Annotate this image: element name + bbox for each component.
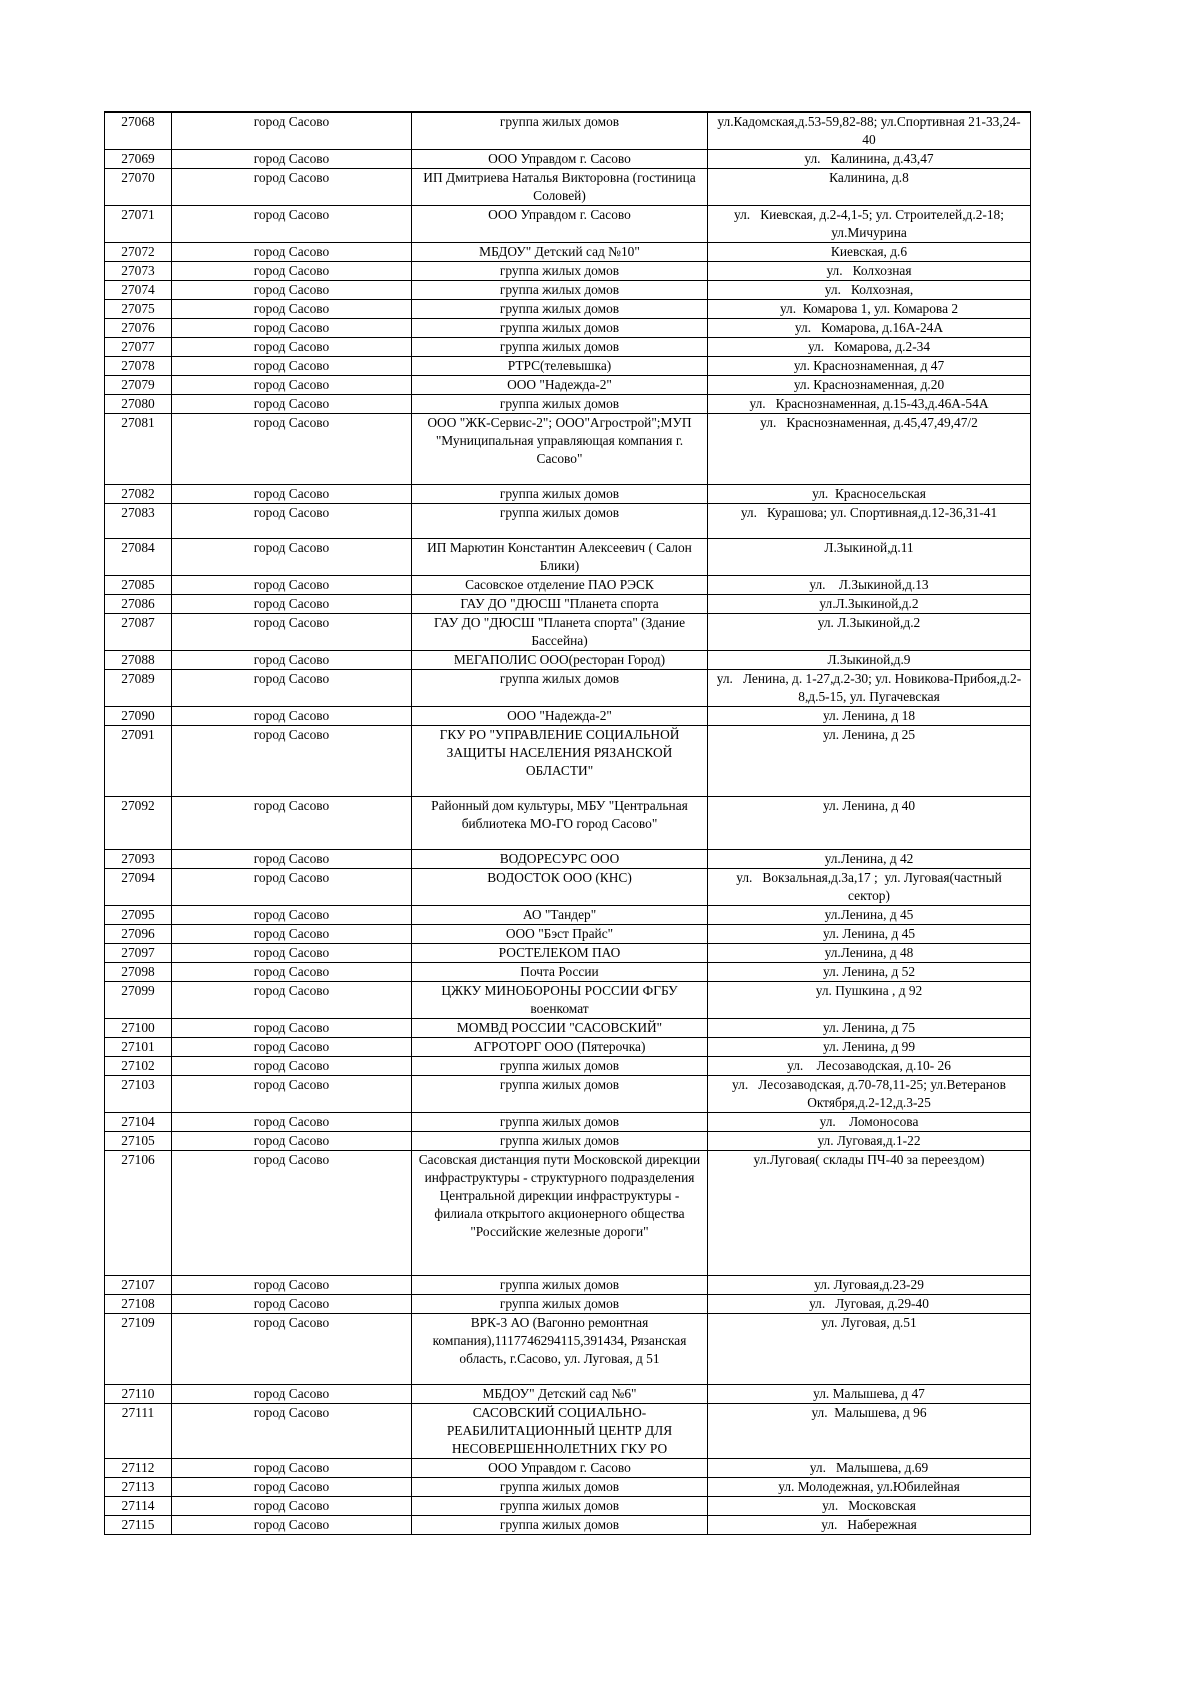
organization-cell: группа жилых домов xyxy=(412,1076,708,1113)
organization-cell: ООО "Надежда-2" xyxy=(412,376,708,395)
organization-cell: Сасовская дистанция пути Московской дирекции инфраструктуры - структурного подразделения Центральной дирекции инфраструктуры - филиала открытого акционерного общества "Российские железные дороги" xyxy=(412,1151,708,1276)
city-cell: город Сасово xyxy=(172,614,412,651)
address-cell: ул. Калинина, д.43,47 xyxy=(708,150,1031,169)
city-cell: город Сасово xyxy=(172,726,412,797)
organization-cell: группа жилых домов xyxy=(412,281,708,300)
code-cell: 27082 xyxy=(105,485,172,504)
table-row xyxy=(105,357,1031,376)
table-row xyxy=(105,338,1031,357)
organization-cell: ВОДОРЕСУРС ООО xyxy=(412,850,708,869)
code-cell: 27093 xyxy=(105,850,172,869)
address-cell: ул. Луговая, д.29-40 xyxy=(708,1295,1031,1314)
city-cell: город Сасово xyxy=(172,243,412,262)
city-cell: город Сасово xyxy=(172,169,412,206)
address-cell: ул. Ленина, д 45 xyxy=(708,925,1031,944)
city-cell: город Сасово xyxy=(172,1295,412,1314)
table-row xyxy=(105,1478,1031,1497)
address-cell: ул.Ленина, д 45 xyxy=(708,906,1031,925)
table-row xyxy=(105,262,1031,281)
organization-cell: группа жилых домов xyxy=(412,338,708,357)
organization-cell: ЦЖКУ МИНОБОРОНЫ РОССИИ ФГБУ военкомат xyxy=(412,982,708,1019)
table-row xyxy=(105,243,1031,262)
city-cell: город Сасово xyxy=(172,576,412,595)
table-row xyxy=(105,576,1031,595)
code-cell: 27090 xyxy=(105,707,172,726)
code-cell: 27095 xyxy=(105,906,172,925)
city-cell: город Сасово xyxy=(172,112,412,150)
address-cell: ул. Колхозная xyxy=(708,262,1031,281)
code-cell: 27100 xyxy=(105,1019,172,1038)
code-cell: 27097 xyxy=(105,944,172,963)
address-cell: ул. Луговая,д.23-29 xyxy=(708,1276,1031,1295)
table-row xyxy=(105,1314,1031,1385)
code-cell: 27084 xyxy=(105,539,172,576)
address-cell: ул.Кадомская,д.53-59,82-88; ул.Спортивная 21-33,24-40 xyxy=(708,112,1031,150)
address-cell: ул. Молодежная, ул.Юбилейная xyxy=(708,1478,1031,1497)
code-cell: 27081 xyxy=(105,414,172,485)
table-row xyxy=(105,1459,1031,1478)
organization-cell: ООО "Бэст Прайс" xyxy=(412,925,708,944)
organization-cell: Районный дом культуры, МБУ "Центральная библиотека МО-ГО город Сасово" xyxy=(412,797,708,850)
organization-cell: ООО Управдом г. Сасово xyxy=(412,206,708,243)
table-row xyxy=(105,944,1031,963)
address-cell: ул. Малышева, д 96 xyxy=(708,1404,1031,1459)
table-row xyxy=(105,206,1031,243)
table-row xyxy=(105,281,1031,300)
code-cell: 27070 xyxy=(105,169,172,206)
address-cell: ул. Лесозаводская, д.70-78,11-25; ул.Ветеранов Октября,д.2-12,д.3-25 xyxy=(708,1076,1031,1113)
table-row xyxy=(105,906,1031,925)
city-cell: город Сасово xyxy=(172,504,412,539)
code-cell: 27087 xyxy=(105,614,172,651)
city-cell: город Сасово xyxy=(172,1151,412,1276)
address-table xyxy=(104,111,1031,1535)
city-cell: город Сасово xyxy=(172,1276,412,1295)
organization-cell: МБДОУ" Детский сад №6" xyxy=(412,1385,708,1404)
table-row xyxy=(105,797,1031,850)
code-cell: 27103 xyxy=(105,1076,172,1113)
organization-cell: группа жилых домов xyxy=(412,319,708,338)
address-cell: ул.Луговая( склады ПЧ-40 за переездом) xyxy=(708,1151,1031,1276)
organization-cell: ГАУ ДО "ДЮСШ "Планета спорта" (Здание Бассейна) xyxy=(412,614,708,651)
organization-cell: САСОВСКИЙ СОЦИАЛЬНО-РЕАБИЛИТАЦИОННЫЙ ЦЕНТР ДЛЯ НЕСОВЕРШЕННОЛЕТНИХ ГКУ РО xyxy=(412,1404,708,1459)
code-cell: 27079 xyxy=(105,376,172,395)
address-cell: ул. Красносельская xyxy=(708,485,1031,504)
address-cell: ул. Московская xyxy=(708,1497,1031,1516)
code-cell: 27114 xyxy=(105,1497,172,1516)
organization-cell: группа жилых домов xyxy=(412,1132,708,1151)
address-cell: ул. Ленина, д 18 xyxy=(708,707,1031,726)
code-cell: 27073 xyxy=(105,262,172,281)
code-cell: 27069 xyxy=(105,150,172,169)
table-row xyxy=(105,1516,1031,1535)
city-cell: город Сасово xyxy=(172,281,412,300)
organization-cell: МОМВД РОССИИ "САСОВСКИЙ" xyxy=(412,1019,708,1038)
address-cell: ул. Курашова; ул. Спортивная,д.12-36,31-41 xyxy=(708,504,1031,539)
table-row xyxy=(105,485,1031,504)
address-cell: ул. Краснознаменная, д.45,47,49,47/2 xyxy=(708,414,1031,485)
address-cell: ул. Ломоносова xyxy=(708,1113,1031,1132)
table-row xyxy=(105,850,1031,869)
code-cell: 27092 xyxy=(105,797,172,850)
city-cell: город Сасово xyxy=(172,1076,412,1113)
city-cell: город Сасово xyxy=(172,1497,412,1516)
organization-cell: ООО Управдом г. Сасово xyxy=(412,1459,708,1478)
organization-cell: группа жилых домов xyxy=(412,262,708,281)
code-cell: 27071 xyxy=(105,206,172,243)
address-cell: ул. Луговая, д.51 xyxy=(708,1314,1031,1385)
table-row xyxy=(105,395,1031,414)
organization-cell: ООО Управдом г. Сасово xyxy=(412,150,708,169)
table-row xyxy=(105,1497,1031,1516)
city-cell: город Сасово xyxy=(172,206,412,243)
code-cell: 27096 xyxy=(105,925,172,944)
address-cell: ул. Малышева, д.69 xyxy=(708,1459,1031,1478)
code-cell: 27113 xyxy=(105,1478,172,1497)
table-row xyxy=(105,539,1031,576)
organization-cell: ИП Марютин Константин Алексеевич ( Салон Блики) xyxy=(412,539,708,576)
address-cell: ул. Набережная xyxy=(708,1516,1031,1535)
city-cell: город Сасово xyxy=(172,1404,412,1459)
code-cell: 27072 xyxy=(105,243,172,262)
code-cell: 27080 xyxy=(105,395,172,414)
city-cell: город Сасово xyxy=(172,357,412,376)
organization-cell: ООО "Надежда-2" xyxy=(412,707,708,726)
table-row xyxy=(105,1385,1031,1404)
city-cell: город Сасово xyxy=(172,707,412,726)
code-cell: 27111 xyxy=(105,1404,172,1459)
code-cell: 27075 xyxy=(105,300,172,319)
address-cell: ул. Л.Зыкиной,д.13 xyxy=(708,576,1031,595)
organization-cell: ГКУ РО "УПРАВЛЕНИЕ СОЦИАЛЬНОЙ ЗАЩИТЫ НАСЕЛЕНИЯ РЯЗАНСКОЙ ОБЛАСТИ" xyxy=(412,726,708,797)
table-row xyxy=(105,1276,1031,1295)
table-row xyxy=(105,670,1031,707)
address-cell: ул. Краснознаменная, д.15-43,д.46А-54А xyxy=(708,395,1031,414)
table-row xyxy=(105,1076,1031,1113)
code-cell: 27094 xyxy=(105,869,172,906)
code-cell: 27089 xyxy=(105,670,172,707)
organization-cell: группа жилых домов xyxy=(412,395,708,414)
city-cell: город Сасово xyxy=(172,925,412,944)
table-row xyxy=(105,150,1031,169)
city-cell: город Сасово xyxy=(172,1385,412,1404)
address-cell: ул. Вокзальная,д.3а,17 ; ул. Луговая(частный сектор) xyxy=(708,869,1031,906)
organization-cell: РОСТЕЛЕКОМ ПАО xyxy=(412,944,708,963)
city-cell: город Сасово xyxy=(172,1038,412,1057)
code-cell: 27106 xyxy=(105,1151,172,1276)
city-cell: город Сасово xyxy=(172,376,412,395)
city-cell: город Сасово xyxy=(172,150,412,169)
organization-cell: группа жилых домов xyxy=(412,1276,708,1295)
city-cell: город Сасово xyxy=(172,963,412,982)
organization-cell: группа жилых домов xyxy=(412,1057,708,1076)
address-cell: Л.Зыкиной,д.11 xyxy=(708,539,1031,576)
table-row xyxy=(105,982,1031,1019)
table-row xyxy=(105,595,1031,614)
table-row xyxy=(105,1151,1031,1276)
city-cell: город Сасово xyxy=(172,300,412,319)
address-cell: ул. Ленина, д 40 xyxy=(708,797,1031,850)
table-row xyxy=(105,925,1031,944)
organization-cell: группа жилых домов xyxy=(412,1478,708,1497)
table-row xyxy=(105,1132,1031,1151)
organization-cell: группа жилых домов xyxy=(412,485,708,504)
organization-cell: РТРС(телевышка) xyxy=(412,357,708,376)
code-cell: 27107 xyxy=(105,1276,172,1295)
city-cell: город Сасово xyxy=(172,395,412,414)
address-cell: ул. Комарова 1, ул. Комарова 2 xyxy=(708,300,1031,319)
code-cell: 27110 xyxy=(105,1385,172,1404)
table-row xyxy=(105,1404,1031,1459)
table-row xyxy=(105,1038,1031,1057)
code-cell: 27086 xyxy=(105,595,172,614)
address-cell: ул. Ленина, д 75 xyxy=(708,1019,1031,1038)
city-cell: город Сасово xyxy=(172,1057,412,1076)
address-cell: ул. Ленина, д 99 xyxy=(708,1038,1031,1057)
city-cell: город Сасово xyxy=(172,1132,412,1151)
code-cell: 27068 xyxy=(105,112,172,150)
organization-cell: группа жилых домов xyxy=(412,670,708,707)
organization-cell: группа жилых домов xyxy=(412,1113,708,1132)
code-cell: 27102 xyxy=(105,1057,172,1076)
address-cell: ул. Малышева, д 47 xyxy=(708,1385,1031,1404)
table-row xyxy=(105,414,1031,485)
table-row xyxy=(105,300,1031,319)
table-body xyxy=(105,112,1031,1535)
organization-cell: группа жилых домов xyxy=(412,112,708,150)
city-cell: город Сасово xyxy=(172,539,412,576)
address-cell: ул. Комарова, д.16А-24А xyxy=(708,319,1031,338)
table-row xyxy=(105,726,1031,797)
code-cell: 27091 xyxy=(105,726,172,797)
code-cell: 27108 xyxy=(105,1295,172,1314)
table-row xyxy=(105,169,1031,206)
city-cell: город Сасово xyxy=(172,906,412,925)
organization-cell: АО "Тандер" xyxy=(412,906,708,925)
code-cell: 27085 xyxy=(105,576,172,595)
organization-cell: ВРК-3 АО (Вагонно ремонтная компания),1117746294115,391434, Рязанская область, г.Сасово, ул. Луговая, д 51 xyxy=(412,1314,708,1385)
organization-cell: группа жилых домов xyxy=(412,1295,708,1314)
code-cell: 27109 xyxy=(105,1314,172,1385)
organization-cell: Почта России xyxy=(412,963,708,982)
code-cell: 27074 xyxy=(105,281,172,300)
table-row xyxy=(105,376,1031,395)
organization-cell: группа жилых домов xyxy=(412,300,708,319)
city-cell: город Сасово xyxy=(172,1459,412,1478)
table-row xyxy=(105,651,1031,670)
city-cell: город Сасово xyxy=(172,944,412,963)
city-cell: город Сасово xyxy=(172,1019,412,1038)
table-row xyxy=(105,1019,1031,1038)
city-cell: город Сасово xyxy=(172,414,412,485)
organization-cell: МЕГАПОЛИС ООО(ресторан Город) xyxy=(412,651,708,670)
city-cell: город Сасово xyxy=(172,982,412,1019)
code-cell: 27104 xyxy=(105,1113,172,1132)
organization-cell: МБДОУ" Детский сад №10" xyxy=(412,243,708,262)
address-cell: ул. Ленина, д. 1-27,д.2-30; ул. Новикова-Прибоя,д.2-8,д.5-15, ул. Пугачевская xyxy=(708,670,1031,707)
city-cell: город Сасово xyxy=(172,1314,412,1385)
address-cell: ул. Краснознаменная, д.20 xyxy=(708,376,1031,395)
table-row xyxy=(105,707,1031,726)
organization-cell: АГРОТОРГ ООО (Пятерочка) xyxy=(412,1038,708,1057)
table-row xyxy=(105,614,1031,651)
address-cell: ул.Ленина, д 48 xyxy=(708,944,1031,963)
city-cell: город Сасово xyxy=(172,1478,412,1497)
address-cell: Л.Зыкиной,д.9 xyxy=(708,651,1031,670)
table-row xyxy=(105,112,1031,150)
code-cell: 27077 xyxy=(105,338,172,357)
city-cell: город Сасово xyxy=(172,869,412,906)
code-cell: 27105 xyxy=(105,1132,172,1151)
code-cell: 27115 xyxy=(105,1516,172,1535)
address-cell: ул. Пушкина , д 92 xyxy=(708,982,1031,1019)
table-row xyxy=(105,1113,1031,1132)
address-cell: ул. Киевская, д.2-4,1-5; ул. Строителей,д.2-18; ул.Мичурина xyxy=(708,206,1031,243)
code-cell: 27088 xyxy=(105,651,172,670)
address-cell: Киевская, д.6 xyxy=(708,243,1031,262)
city-cell: город Сасово xyxy=(172,797,412,850)
address-cell: ул. Луговая,д.1-22 xyxy=(708,1132,1031,1151)
address-cell: ул. Ленина, д 25 xyxy=(708,726,1031,797)
code-cell: 27101 xyxy=(105,1038,172,1057)
city-cell: город Сасово xyxy=(172,595,412,614)
address-cell: Калинина, д.8 xyxy=(708,169,1031,206)
city-cell: город Сасово xyxy=(172,338,412,357)
city-cell: город Сасово xyxy=(172,850,412,869)
city-cell: город Сасово xyxy=(172,319,412,338)
table-row xyxy=(105,504,1031,539)
address-cell: ул. Краснознаменная, д 47 xyxy=(708,357,1031,376)
organization-cell: ООО "ЖК-Сервис-2"; ООО"Агрострой";МУП "Муниципальная управляющая компания г. Сасово" xyxy=(412,414,708,485)
code-cell: 27099 xyxy=(105,982,172,1019)
organization-cell: группа жилых домов xyxy=(412,504,708,539)
city-cell: город Сасово xyxy=(172,651,412,670)
table-row xyxy=(105,963,1031,982)
city-cell: город Сасово xyxy=(172,262,412,281)
code-cell: 27083 xyxy=(105,504,172,539)
organization-cell: ВОДОСТОК ООО (КНС) xyxy=(412,869,708,906)
organization-cell: группа жилых домов xyxy=(412,1516,708,1535)
address-cell: ул. Комарова, д.2-34 xyxy=(708,338,1031,357)
address-cell: ул.Ленина, д 42 xyxy=(708,850,1031,869)
organization-cell: Сасовское отделение ПАО РЭСК xyxy=(412,576,708,595)
code-cell: 27098 xyxy=(105,963,172,982)
organization-cell: ИП Дмитриева Наталья Викторовна (гостиница Соловей) xyxy=(412,169,708,206)
address-cell: ул. Колхозная, xyxy=(708,281,1031,300)
organization-cell: группа жилых домов xyxy=(412,1497,708,1516)
organization-cell: ГАУ ДО "ДЮСШ "Планета спорта xyxy=(412,595,708,614)
address-cell: ул. Лесозаводская, д.10- 26 xyxy=(708,1057,1031,1076)
address-cell: ул.Л.Зыкиной,д.2 xyxy=(708,595,1031,614)
city-cell: город Сасово xyxy=(172,670,412,707)
address-cell: ул. Л.Зыкиной,д.2 xyxy=(708,614,1031,651)
table-row xyxy=(105,869,1031,906)
code-cell: 27076 xyxy=(105,319,172,338)
city-cell: город Сасово xyxy=(172,1113,412,1132)
table-row xyxy=(105,1057,1031,1076)
table-row xyxy=(105,319,1031,338)
table-row xyxy=(105,1295,1031,1314)
code-cell: 27078 xyxy=(105,357,172,376)
city-cell: город Сасово xyxy=(172,485,412,504)
address-cell: ул. Ленина, д 52 xyxy=(708,963,1031,982)
city-cell: город Сасово xyxy=(172,1516,412,1535)
code-cell: 27112 xyxy=(105,1459,172,1478)
